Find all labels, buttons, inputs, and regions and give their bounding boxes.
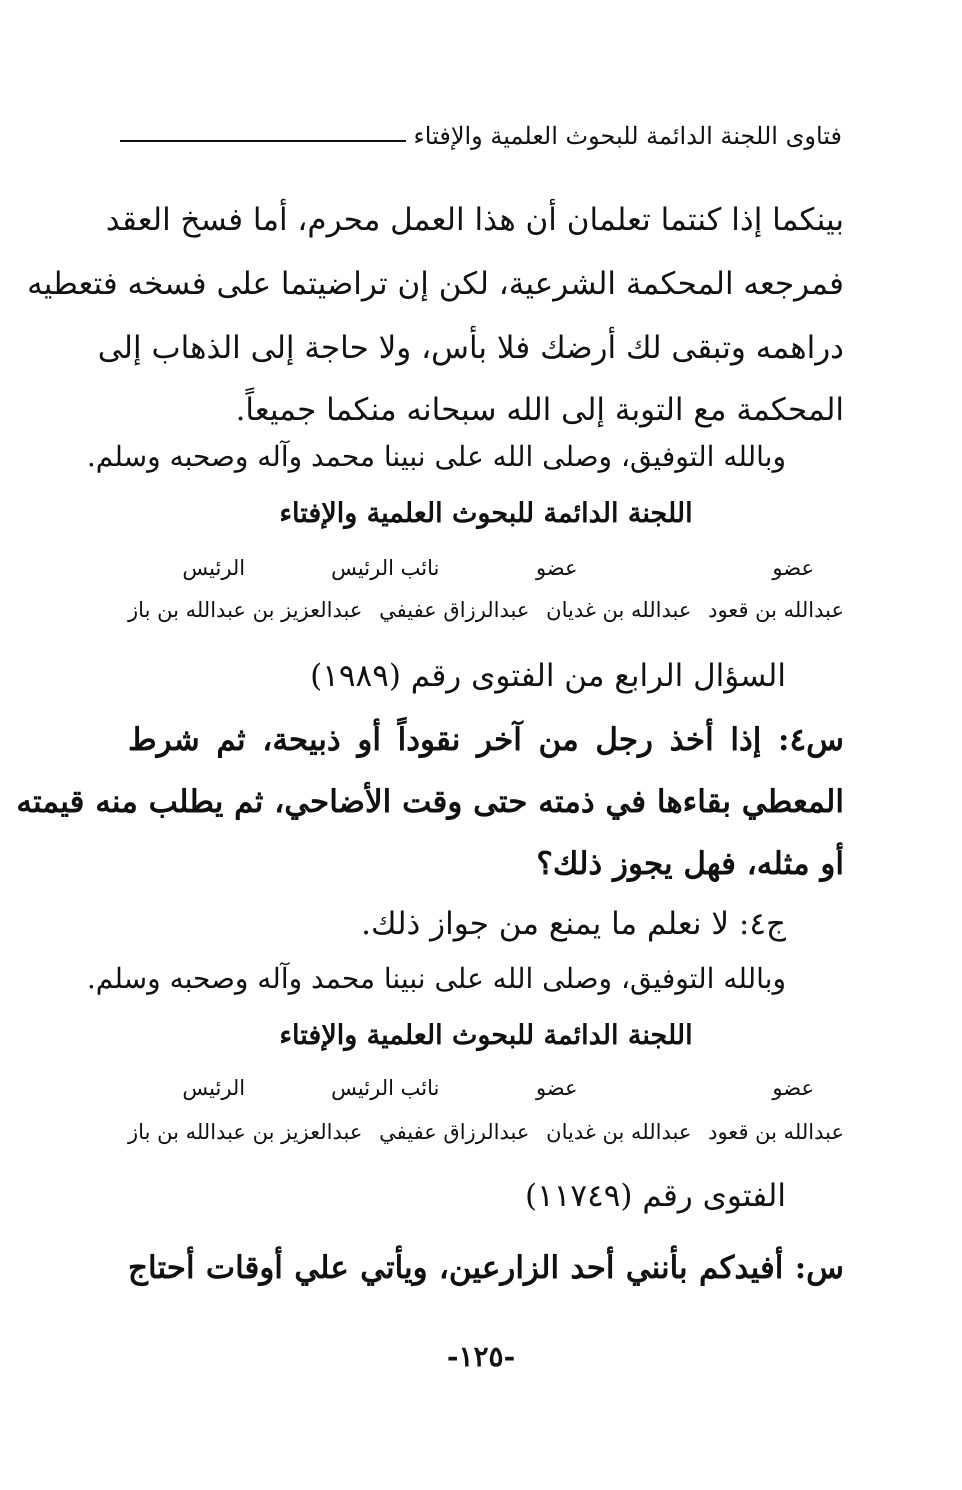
paragraph-line: دراهمه وتبقى لك أرضك فلا بأس، ولا حاجة إلى الذهاب إلى — [97, 330, 844, 366]
role-president: الرئيس — [182, 556, 246, 580]
page-number: -١٢٥- — [446, 1340, 516, 1373]
answer: ج٤: لا نعلم ما يمنع من جواز ذلك. — [361, 906, 786, 942]
signatory-name: عبدالعزيز بن عبدالله بن باز — [128, 1120, 363, 1144]
role-member: عضو — [535, 1076, 578, 1100]
fatwa-heading: الفتوى رقم (١١٧٤٩) — [525, 1178, 786, 1214]
signatory-name: عبدالله بن قعود — [708, 598, 844, 622]
paragraph-line: المحكمة مع التوبة إلى الله سبحانه منكما جميعاً. — [235, 392, 844, 428]
question-line: س: أفيدكم بأنني أحد الزارعين، ويأتي علي أوقات أحتاج — [128, 1250, 844, 1286]
role-president: الرئيس — [182, 1076, 246, 1100]
role-vice-president: نائب الرئيس — [331, 556, 440, 580]
role-member: عضو — [772, 1076, 814, 1100]
signatory-name: عبدالله بن غديان — [546, 598, 692, 622]
signatory-roles — [128, 556, 844, 580]
header-rule — [120, 140, 406, 142]
signatory-roles — [128, 1076, 844, 1100]
paragraph-line: فمرجعه المحكمة الشرعية، لكن إن تراضيتما على فسخه فتعطيه — [27, 266, 844, 302]
signatory-name: عبدالله بن غديان — [546, 1120, 692, 1144]
committee-title: اللجنة الدائمة للبحوث العلمية والإفتاء — [279, 498, 693, 529]
signatory-name: عبدالرزاق عفيفي — [379, 1120, 530, 1144]
committee-title: اللجنة الدائمة للبحوث العلمية والإفتاء — [279, 1020, 693, 1051]
paragraph-line: بينكما إذا كنتما تعلمان أن هذا العمل محرم، أما فسخ العقد — [105, 202, 844, 238]
question-line: س٤: إذا أخذ رجل من آخر نقوداً أو ذبيحة، ثم شرط — [128, 722, 844, 758]
question-line: أو مثله، فهل يجوز ذلك؟ — [536, 846, 844, 882]
header-title: فتاوى اللجنة الدائمة للبحوث العلمية والإفتاء — [413, 122, 842, 150]
running-header — [120, 122, 842, 150]
closing-formula: وبالله التوفيق، وصلى الله على نبينا محمد وآله وصحبه وسلم. — [86, 440, 786, 473]
signatory-names — [128, 598, 844, 622]
signatory-name: عبدالرزاق عفيفي — [379, 598, 530, 622]
role-member: عضو — [772, 556, 814, 580]
signatory-name: عبدالله بن قعود — [708, 1120, 844, 1144]
signatory-names — [128, 1120, 844, 1144]
question-heading: السؤال الرابع من الفتوى رقم (١٩٨٩) — [310, 658, 786, 694]
role-vice-president: نائب الرئيس — [331, 1076, 440, 1100]
question-line: المعطي بقاءها في ذمته حتى وقت الأضاحي، ثم يطلب منه قيمته — [16, 784, 844, 820]
signatory-name: عبدالعزيز بن عبدالله بن باز — [128, 598, 363, 622]
role-member: عضو — [535, 556, 578, 580]
closing-formula: وبالله التوفيق، وصلى الله على نبينا محمد وآله وصحبه وسلم. — [86, 962, 786, 995]
